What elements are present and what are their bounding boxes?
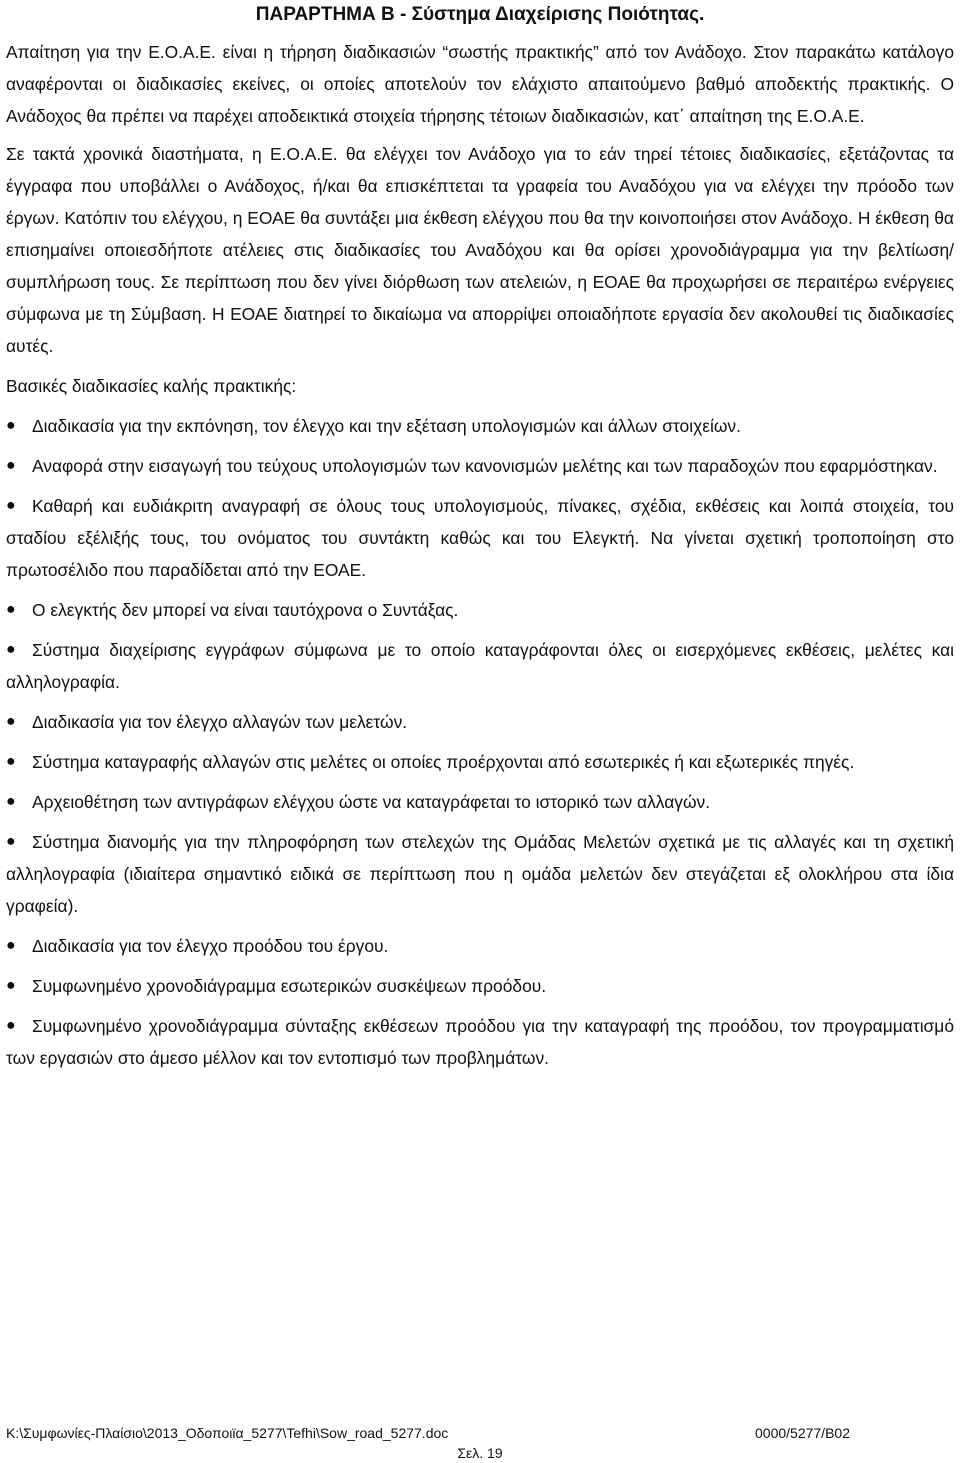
document-body	[6, 36, 954, 1082]
bullet-icon: ●	[6, 641, 16, 658]
paragraph-inspection: Σε τακτά χρονικά διαστήματα, η Ε.Ο.Α.Ε. θα ελέγχει τον Ανάδοχο για το εάν τηρεί τέτοιες διαδικασίες, εξετάζοντας τα έγγραφα που υποβάλλει ο Ανάδοχος, ή/και θα επισκέπτεται τα γραφεία του Αναδόχου για να ελέγχει την πρόοδο των έργων. Κατόπιν του ελέγχου, η ΕΟΑΕ θα συντάξει μια έκθεση ελέγχου που θα την κοινοποιήσει στον Ανάδοχο. Η έκθεση θα επισημαίνει οποιεσδήποτε ατέλειες στις διαδικασίες του Αναδόχου και θα ορίσει χρονοδιάγραμμα για την βελτίωση/συμπλήρωση τους. Σε περίπτωση που δεν γίνει διόρθωση των ατελειών, η ΕΟΑΕ θα προχωρήσει σε περαιτέρω ενέργειες σύμφωνα με τη Σύμβαση. Η ΕΟΑΕ διατηρεί το δικαίωμα να απορρίψει οποιαδήποτε εργασία δεν ακολουθεί τις διαδικασίες αυτές.	[6, 144, 954, 356]
list-item: ● Αρχειοθέτηση των αντιγράφων ελέγχου ώστε να καταγράφεται το ιστορικό των αλλαγών.	[6, 786, 954, 818]
bullet-icon: ●	[6, 793, 16, 810]
list-item: ● Διαδικασία για την εκπόνηση, τον έλεγχο και την εξέταση υπολογισμών και άλλων στοιχείων.	[6, 410, 954, 442]
list-item: ● Καθαρή και ευδιάκριτη αναγραφή σε όλους τους υπολογισμούς, πίνακες, σχέδια, εκθέσεις και λοιπά στοιχεία, του σταδίου εξέλιξής τους, του ονόματος του συντάκτη καθώς και του Ελεγκτή. Να γίνεται σχετική τροποποίηση στο πρωτοσέλιδο που παραδίδεται από την ΕΟΑΕ.	[6, 490, 954, 586]
bullet-icon: ●	[6, 497, 16, 514]
bullet-icon: ●	[6, 753, 16, 770]
list-item: ● Σύστημα διαχείρισης εγγράφων σύμφωνα με το οποίο καταγράφονται όλες οι εισερχόμενες εκθέσεις, μελέτες και αλληλογραφία.	[6, 634, 954, 698]
bullet-icon: ●	[6, 1017, 16, 1034]
list-item: ● Αναφορά στην εισαγωγή του τεύχους υπολογισμών των κανονισμών μελέτης και των παραδοχών που εφαρμόστηκαν.	[6, 450, 954, 482]
bullet-icon: ●	[6, 417, 16, 434]
list-item: ● Σύστημα διανομής για την πληροφόρηση των στελεχών της Ομάδας Μελετών σχετικά με τις αλλαγές και τη σχετική αλληλογραφία (ιδιαίτερα σημαντικό ειδικά σε περίπτωση που η ομάδα μελετών δεν στεγάζεται εξ ολοκλήρου στα ίδια γραφεία).	[6, 826, 954, 922]
practice-list	[6, 410, 954, 1074]
list-item: ● Σύστημα καταγραφής αλλαγών στις μελέτες οι οποίες προέρχονται από εσωτερικές ή και εξωτερικές πηγές.	[6, 746, 954, 778]
footer-doc-code: 0000/5277/Β02	[755, 1425, 850, 1441]
list-item: ● Συμφωνημένο χρονοδιάγραμμα σύνταξης εκθέσεων προόδου για την καταγραφή της προόδου, τον προγραμματισμό των εργασιών στο άμεσο μέλλον και τον εντοπισμό των προβλημάτων.	[6, 1010, 954, 1074]
list-item: ● Διαδικασία για τον έλεγχο αλλαγών των μελετών.	[6, 706, 954, 738]
footer-file-path: K:\Συμφωνίες-Πλαίσιο\2013_Οδοποιϊα_5277\Tefhi\Sow_road_5277.doc	[6, 1425, 449, 1441]
list-intro: Βασικές διαδικασίες καλής πρακτικής:	[6, 376, 297, 396]
list-item: ● Διαδικασία για τον έλεγχο προόδου του έργου.	[6, 930, 954, 962]
bullet-icon: ●	[6, 977, 16, 994]
list-item: ● Συμφωνημένο χρονοδιάγραμμα εσωτερικών συσκέψεων προόδου.	[6, 970, 954, 1002]
bullet-icon: ●	[6, 937, 16, 954]
bullet-icon: ●	[6, 457, 16, 474]
page-title: ΠΑΡΑΡΤΗΜΑ Β - Σύστημα Διαχείρισης Ποιότητας.	[255, 4, 705, 25]
bullet-icon: ●	[6, 601, 16, 618]
footer-page-number: Σελ. 19	[457, 1445, 503, 1461]
list-item: ● Ο ελεγκτής δεν μπορεί να είναι ταυτόχρονα ο Συντάξας.	[6, 594, 954, 626]
bullet-icon: ●	[6, 833, 16, 850]
bullet-icon: ●	[6, 713, 16, 730]
paragraph-requirement: Απαίτηση για την Ε.Ο.Α.Ε. είναι η τήρηση διαδικασιών “σωστής πρακτικής” από τον Ανάδοχο. Στον παρακάτω κατάλογο αναφέρονται οι διαδικασίες εκείνες, οι οποίες αποτελούν τον ελάχιστο απαιτούμενο βαθμό αποδεκτής πρακτικής. Ο Ανάδοχος θα πρέπει να παρέχει αποδεικτικά στοιχεία τήρησης τέτοιων διαδικασιών, κατ΄ απαίτηση της Ε.Ο.Α.Ε.	[6, 42, 954, 126]
